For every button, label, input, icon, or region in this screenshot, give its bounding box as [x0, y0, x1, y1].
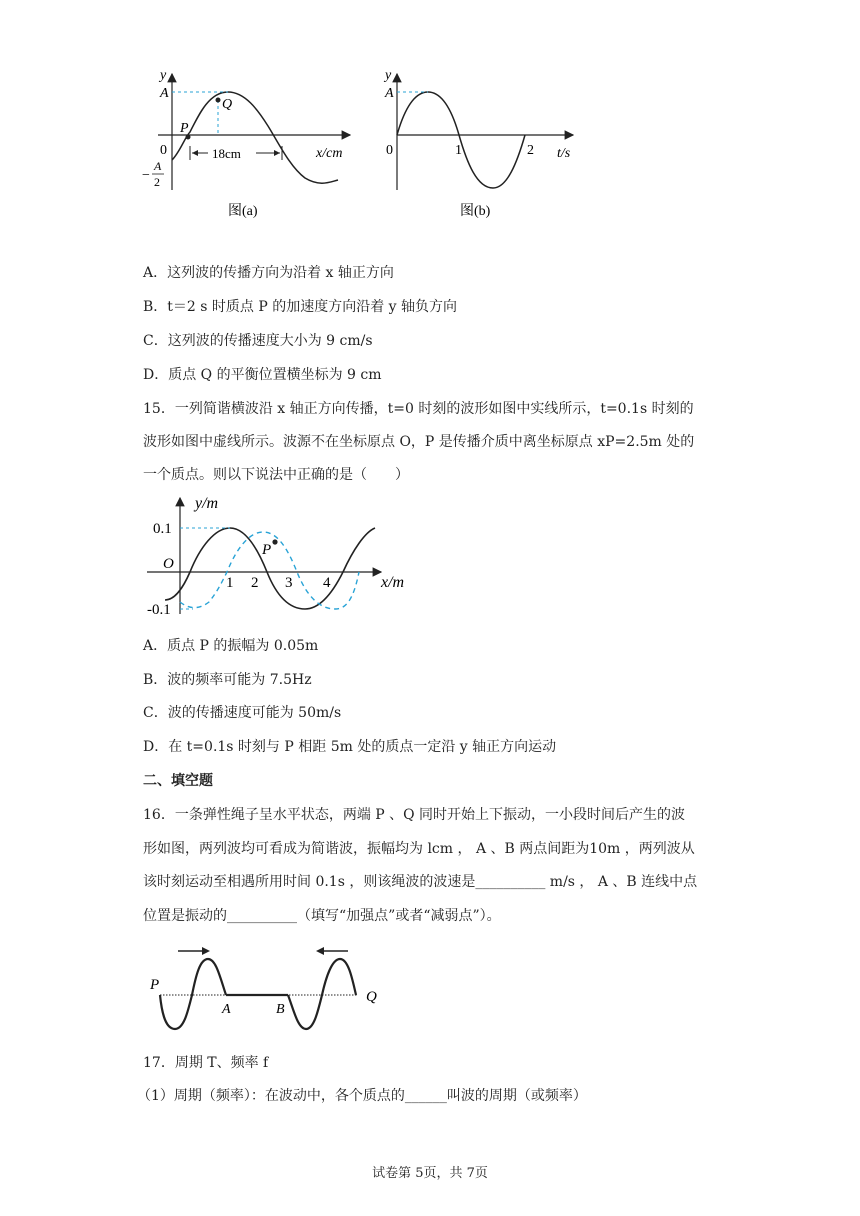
q15-option-a: A．质点 P 的振幅为 0.05m [143, 638, 319, 654]
fig-a-p-label: P [180, 121, 189, 136]
q17-part-1: （1）周期（频率）：在波动中，各个质点的______叫波的周期（或频率） [137, 1088, 587, 1104]
page-footer: 试卷第 5页，共 7页 [372, 1166, 488, 1181]
q16-stem-line-1: 16．一条弹性绳子呈水平状态，两端 P 、Q 同时开始上下振动，一小段时间后产生的波 [143, 807, 686, 823]
fig-b-tick-2: 2 [527, 143, 534, 158]
fig-a-caption: 图(a) [228, 204, 258, 219]
q16-p-label: P [150, 977, 160, 993]
q15-tick-2: 2 [251, 575, 259, 591]
q15-y-label: y/m [195, 495, 219, 512]
q15-top-value: 0.1 [153, 521, 172, 537]
fig-a-q-label: Q [222, 97, 233, 112]
fig-a-wave-curve [172, 92, 338, 183]
fig-a-half-amplitude-denominator: 2 [154, 175, 160, 189]
q15-option-b: B．波的频率可能为 7.5Hz [143, 672, 312, 688]
fig-b-amplitude-label: A [385, 86, 394, 101]
q15-point-p [272, 539, 277, 544]
figure-b [375, 62, 585, 222]
q15-x-label: x/m [381, 574, 405, 591]
q15-origin-label: O [163, 556, 174, 572]
fig-b-tick-1: 1 [455, 143, 462, 158]
fig-a-neg-half-amplitude-sign: − [142, 168, 150, 183]
q14-option-d: D．质点 Q 的平衡位置横坐标为 9 cm [143, 367, 382, 383]
fig-b-origin-label: 0 [386, 143, 393, 158]
fig-a-y-label: y [160, 68, 167, 83]
q15-solid-wave [165, 528, 375, 609]
q15-wave-figure [145, 492, 415, 622]
q14-option-b: B．t＝2 s 时质点 P 的加速度方向沿着 y 轴负方向 [143, 299, 458, 315]
figure-a [140, 62, 360, 222]
q16-b-label: B [276, 1002, 285, 1017]
q15-tick-3: 3 [285, 575, 293, 591]
section-2-title: 二、填空题 [143, 773, 213, 789]
fig-b-x-label: t/s [557, 146, 571, 161]
q14-option-c: C．这列波的传播速度大小为 9 cm/s [143, 333, 373, 349]
q15-option-c: C．波的传播速度可能为 50m/s [143, 705, 342, 721]
q16-q-label: Q [366, 989, 377, 1005]
q16-right-wave [288, 959, 356, 1029]
fig-a-distance-label: 18cm [212, 146, 241, 161]
q15-stem-line-3: 一个质点。则以下说法中正确的是（ ） [143, 467, 409, 483]
q15-tick-1: 1 [226, 575, 234, 591]
q16-left-wave [160, 959, 226, 1029]
q16-a-label: A [222, 1002, 231, 1017]
fig-a-x-label: x/cm [316, 146, 343, 161]
fig-a-half-amplitude-numerator: A [154, 159, 162, 173]
q16-stem-line-2: 形如图，两列波均可看成为简谐波，振幅均为 lcm ， A 、B 两点间距为10m ，两列波从 [143, 841, 695, 857]
fig-a-amplitude-label: A [160, 86, 169, 101]
q16-stem-line-3: 该时刻运动至相遇所用时间 0.1s ，则该绳波的波速是__________ m/s ， A 、B 连线中点 [143, 874, 698, 890]
fig-b-vibration-curve [397, 92, 525, 188]
q15-stem-line-1: 15．一列简谐横波沿 x 轴正方向传播，t=0 时刻的波形如图中实线所示，t=0.1s 时刻的 [143, 401, 694, 417]
q14-option-a: A．这列波的传播方向为沿着 x 轴正方向 [143, 265, 394, 281]
q17-title: 17．周期 T、频率 f [143, 1055, 269, 1071]
q15-stem-line-2: 波形如图中虚线所示。波源不在坐标原点 O，P 是传播介质中离坐标原点 xP=2.5m 处的 [143, 434, 695, 450]
q16-stem-line-4: 位置是振动的__________（填写“加强点”或者“减弱点”）。 [143, 908, 501, 924]
fig-b-y-label: y [385, 68, 392, 83]
q16-rope-figure [148, 945, 388, 1035]
q15-option-d: D．在 t=0.1s 时刻与 P 相距 5m 处的质点一定沿 y 轴正方向运动 [143, 739, 557, 755]
q15-p-label: P [262, 542, 272, 558]
fig-b-caption: 图(b) [460, 204, 491, 219]
fig-a-point-q [216, 98, 221, 103]
fig-a-origin-label: 0 [160, 143, 167, 158]
q15-bottom-value: -0.1 [147, 602, 171, 618]
q15-tick-4: 4 [323, 575, 331, 591]
